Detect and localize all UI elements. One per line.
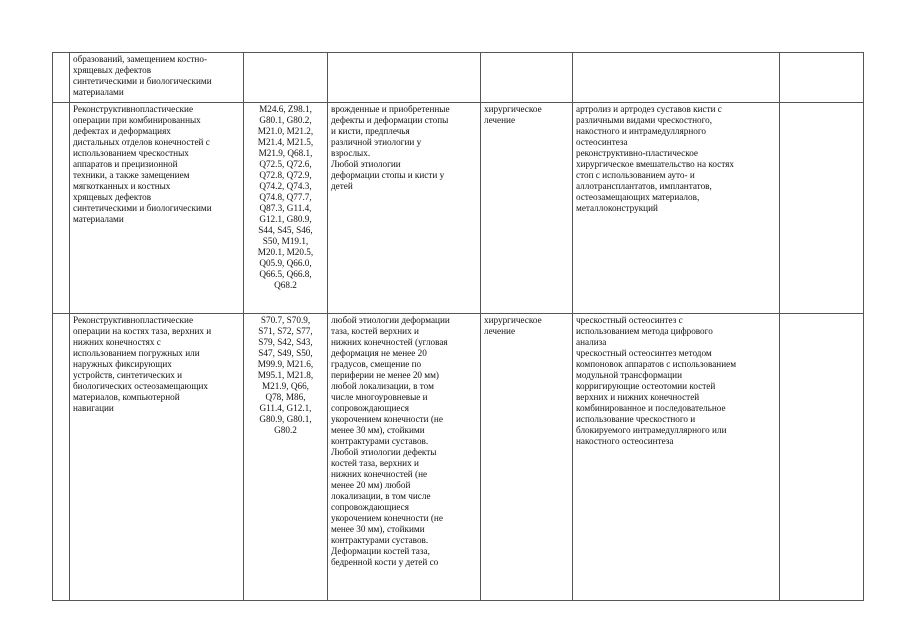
cell-text-line: Q74.2, Q74.3,: [259, 181, 312, 191]
cell-text-line: G80.1, G80.2,: [259, 115, 312, 125]
cell-text-line: хрящевых дефектов: [73, 192, 152, 202]
cell-text-line: металлоконструкций: [576, 203, 658, 213]
cell-text-line: любой локализации, в том: [331, 381, 434, 391]
cell-text-line: чрескостный остеосинтез методом: [576, 348, 712, 358]
cell-text-line: анализа: [576, 337, 607, 347]
cell-text-line: M99.9, M21.6,: [257, 359, 314, 369]
cell-text-line: контрактурами суставов.: [331, 436, 429, 446]
cell-text-line: материалов, компьютерной: [73, 392, 180, 402]
cell-text-line: сопровождающиеся: [331, 403, 409, 413]
cell-text-line: мягкотканных и костных: [73, 181, 171, 191]
cell-text-line: менее 20 мм) любой: [331, 480, 411, 490]
treatment-method-cell: [573, 53, 780, 103]
cell-text-line: M21.4, M21.5,: [257, 137, 314, 147]
treatment-method-cell: [573, 314, 780, 601]
cell-text-line: врожденные и приобретенные: [331, 104, 450, 114]
cell-text-line: S50, M19.1,: [262, 236, 309, 246]
icd-codes-cell: [244, 314, 328, 601]
cell-text-line: операции при комбинированных: [73, 115, 201, 125]
cell-text-line: образований, замещением костно-: [73, 54, 208, 64]
cell-text-line: S44, S45, S46,: [258, 225, 313, 235]
cell-text-line: реконструктивно-пластическое: [576, 148, 699, 158]
cell-text-line: накостного и интрамедуллярного: [576, 126, 706, 136]
cell-text-line: техники, а также замещением: [73, 170, 190, 180]
cost-cell: [780, 53, 864, 103]
cell-text-line: чрескостный остеосинтез с: [576, 315, 683, 325]
cell-text-line: Реконструктивнопластические: [73, 315, 194, 325]
cell-text-line: верхних и нижних конечностей: [576, 392, 700, 402]
cell-text-line: G11.4, G12.1,: [259, 403, 312, 413]
cell-text-line: Реконструктивнопластические: [73, 104, 194, 114]
row-number-cell: [53, 314, 70, 601]
cell-text-line: дефектах и деформациях: [73, 126, 171, 136]
cell-text-line: синтетическими и биологическими: [73, 203, 212, 213]
cell-text-line: менее 30 мм), стойкими: [331, 425, 425, 435]
cell-text-line: хирургическое вмешательство на костях: [576, 159, 734, 169]
cell-text-line: нижних конечностей (угловая: [331, 337, 448, 347]
cell-text-line: использованием метода цифрового: [576, 326, 713, 336]
cell-text-line: числе многоуровневые и: [331, 392, 428, 402]
table-body: [53, 53, 864, 601]
row-number-cell: [53, 53, 70, 103]
cell-text-line: различной этиологии у: [331, 137, 422, 147]
cell-text-line: материалами: [73, 214, 124, 224]
cell-text-line: и кисти, предплечья: [331, 126, 410, 136]
cell-text-line: любой этиологии деформации: [331, 315, 450, 325]
cell-text-line: хрящевых дефектов: [73, 65, 152, 75]
cell-text-line: дистальных отделов конечностей с: [73, 137, 210, 147]
cell-text-line: навигации: [73, 403, 114, 413]
treatment-type-cell: [481, 53, 573, 103]
cell-text-line: Любой этиологии: [331, 159, 401, 169]
cell-text-line: Q74.8, Q77.7,: [259, 192, 312, 202]
cell-text-line: аллотрансплантатов, имплантатов,: [576, 181, 712, 191]
cell-text-line: укорочением конечности (не: [331, 513, 443, 523]
cell-text-line: костей таза, верхних и: [331, 458, 419, 468]
cell-text-line: S70.7, S70.9,: [260, 315, 311, 325]
cell-text-line: остеозамещающих материалов,: [576, 192, 700, 202]
treatment-type-cell: [481, 314, 573, 601]
cost-cell: [780, 103, 864, 314]
cell-text-line: хирургическое: [484, 104, 542, 114]
cell-text-line: нижних конечностях с: [73, 337, 161, 347]
cell-text-line: устройств, синтетических и: [73, 370, 183, 380]
cell-text-line: деформации стопы и кисти у: [331, 170, 445, 180]
patient-model-cell: [328, 314, 481, 601]
cell-text-line: контрактурами суставов.: [331, 535, 429, 545]
cell-text-line: S47, S49, S50,: [258, 348, 313, 358]
patient-model-cell: [328, 103, 481, 314]
cell-text-line: бедренной кости у детей со: [331, 557, 439, 567]
cell-text-line: Q72.8, Q72.9,: [259, 170, 312, 180]
cell-text-line: Q68.2: [274, 280, 297, 290]
cell-text-line: дефекты и деформации стопы: [331, 115, 449, 125]
cell-text-line: M21.0, M21.2,: [257, 126, 314, 136]
cell-text-line: использование чрескостного и: [576, 414, 696, 424]
cell-text-line: периферии не менее 20 мм): [331, 370, 439, 380]
cell-text-line: G12.1, G80.9,: [259, 214, 312, 224]
procedure-name-cell: [70, 314, 244, 601]
cell-text-line: блокируемого интрамедуллярного или: [576, 425, 727, 435]
cell-text-line: детей: [331, 181, 353, 191]
cell-text-line: локализации, в том числе: [331, 491, 431, 501]
procedure-name-cell: [70, 103, 244, 314]
table-row: [53, 53, 864, 103]
cell-text-line: M21.9, Q68.1,: [258, 148, 313, 158]
table-row: [53, 103, 864, 314]
cell-text-line: укорочением конечности (не: [331, 414, 443, 424]
cell-text-line: хирургическое: [484, 315, 542, 325]
cell-text-line: лечение: [484, 326, 516, 336]
cell-text-line: аппаратов и прецизионной: [73, 159, 178, 169]
cell-text-line: Любой этиологии дефекты: [331, 447, 437, 457]
cell-text-line: наружных фиксирующих: [73, 359, 172, 369]
cell-text-line: модульной трансформации: [576, 370, 682, 380]
cell-text-line: Q66.5, Q66.8,: [259, 269, 312, 279]
cell-text-line: материалами: [73, 87, 124, 97]
cell-text-line: градусов, смещение по: [331, 359, 422, 369]
cell-text-line: деформация не менее 20: [331, 348, 427, 358]
cell-text-line: Q78, M86,: [265, 392, 306, 402]
row-number-cell: [53, 103, 70, 314]
cell-text-line: синтетическими и биологическими: [73, 76, 212, 86]
cell-text-line: сопровождающиеся: [331, 502, 409, 512]
cell-text-line: M95.1, M21.8,: [257, 370, 314, 380]
cell-text-line: стоп с использованием ауто- и: [576, 170, 695, 180]
cell-text-line: использованием погружных или: [73, 348, 200, 358]
cell-text-line: операции на костях таза, верхних и: [73, 326, 212, 336]
procedures-table: [52, 52, 864, 601]
cell-text-line: таза, костей верхних и: [331, 326, 419, 336]
cell-text-line: менее 30 мм), стойкими: [331, 524, 425, 534]
procedure-name-cell: [70, 53, 244, 103]
cell-text-line: Q05.9, Q66.0,: [259, 258, 312, 268]
cell-text-line: артролиз и артродез суставов кисти с: [576, 104, 722, 114]
cell-text-line: корригирующие остеотомии костей: [576, 381, 716, 391]
cell-text-line: лечение: [484, 115, 516, 125]
table-row: [53, 314, 864, 601]
cell-text-line: использованием чрескостных: [73, 148, 189, 158]
cell-text-line: остеосинтеза: [576, 137, 628, 147]
cell-text-line: нижних конечностей (не: [331, 469, 428, 479]
cell-text-line: S71, S72, S77,: [258, 326, 313, 336]
cell-text-line: накостного остеосинтеза: [576, 436, 674, 446]
cell-text-line: компоновок аппаратов с использованием: [576, 359, 737, 369]
cost-cell: [780, 314, 864, 601]
cell-text-line: различными видами чрескостного,: [576, 115, 713, 125]
cell-text-line: M24.6, Z98.1,: [259, 104, 312, 114]
icd-codes-cell: [244, 53, 328, 103]
cell-text-line: комбинированное и последовательное: [576, 403, 726, 413]
cell-text-line: Деформации костей таза,: [331, 546, 430, 556]
cell-text-line: биологических остеозамещающих: [73, 381, 208, 391]
cell-text-line: взрослых.: [331, 148, 371, 158]
cell-text-line: Q87.3, G11.4,: [259, 203, 312, 213]
cell-text-line: S79, S42, S43,: [258, 337, 313, 347]
cell-text-line: Q72.5, Q72.6,: [259, 159, 312, 169]
treatment-type-cell: [481, 103, 573, 314]
patient-model-cell: [328, 53, 481, 103]
cell-text-line: M20.1, M20.5,: [257, 247, 314, 257]
treatment-method-cell: [573, 103, 780, 314]
icd-codes-cell: [244, 103, 328, 314]
cell-text-line: G80.9, G80.1,: [259, 414, 312, 424]
cell-text-line: G80.2: [274, 425, 297, 435]
cell-text-line: M21.9, Q66,: [262, 381, 309, 391]
